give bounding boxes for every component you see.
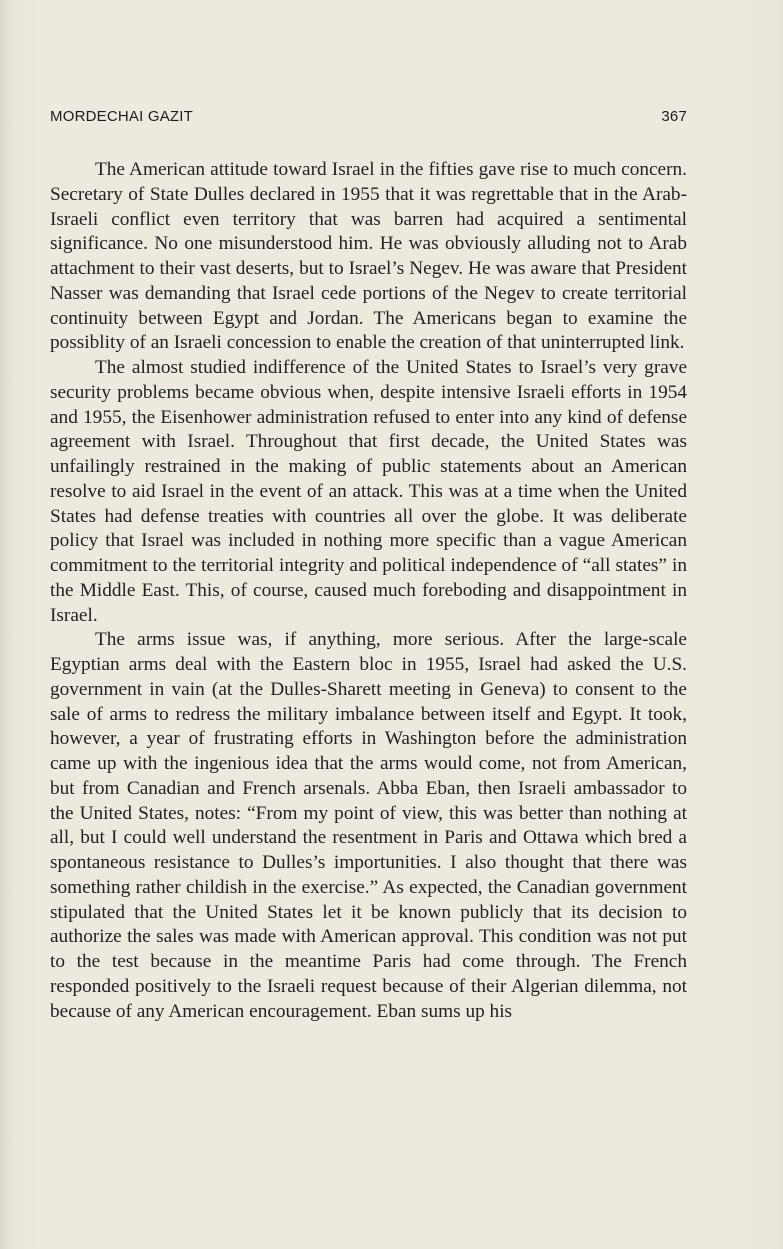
paragraph-arms-issue: The arms issue was, if anything, more serious. After the large-scale Egyptian arms deal with the Eastern bloc in 1955, Israel had asked the U.S. government in vain (at the Dulles-Sharett meeting in Geneva) to consent to the sale of arms to redress the military imbalance between itself and Egypt. It took, however, a year of frustrating efforts in Washington before the administration came up with the ingenious idea that the arms would come, not from American, but from Canadian and French arsenals. Abba Eban, then Israeli ambassador to the United States, notes: “From my point of view, this was better than nothing at all, but I could well understand the resentment in Paris and Ottawa which bred a spontaneous resistance to Dulles’s importunities. I also thought that there was something rather childish in the exercise.” As expected, the Canadian government stipulated that the United States let it be known publicly that its decision to authorize the sales was made with American approval. This condition was not put to the test because in the meantime Paris had come through. The French responded positively to the Israeli request because of their Algerian dilemma, not because of any American encouragement. Eban sums up his xyxy=(50,629,687,1022)
page-number: 367 xyxy=(661,108,687,125)
running-head-author: MORDECHAI GAZIT xyxy=(50,108,194,125)
running-head xyxy=(50,108,687,132)
paragraph-defense-agreement: The almost studied indifference of the United States to Israel’s very grave security problems became obvious when, despite intensive Israeli efforts in 1954 and 1955, the Eisenhower administration refused to enter into any kind of defense agreement with Israel. Throughout that first decade, the United States was unfailingly restrained in the making of public statements about an American resolve to aid Israel in the event of an attack. This was at a time when the United States had defense treaties with countries all over the globe. It was deliberate policy that Israel was included in nothing more specific than a vague American commitment to the territorial integrity and political independence of “all states” in the Middle East. This, of course, caused much foreboding and disappointment in Israel. xyxy=(50,357,687,626)
paragraph-us-attitude: The American attitude toward Israel in the fifties gave rise to much concern. Secretary of State Dulles declared in 1955 that it was regrettable that in the Arab-Israeli conflict even territory that was barren had acquired a sentimental significance. No one misunderstood him. He was obviously alluding not to Arab attachment to their vast deserts, but to Israel’s Negev. He was aware that President Nasser was demanding that Israel cede portions of the Negev to create territorial continuity between Egypt and Jordan. The Americans began to examine the possiblity of an Israeli concession to enable the creation of that uninterrupted link. xyxy=(50,159,687,354)
body-text xyxy=(50,158,687,1024)
